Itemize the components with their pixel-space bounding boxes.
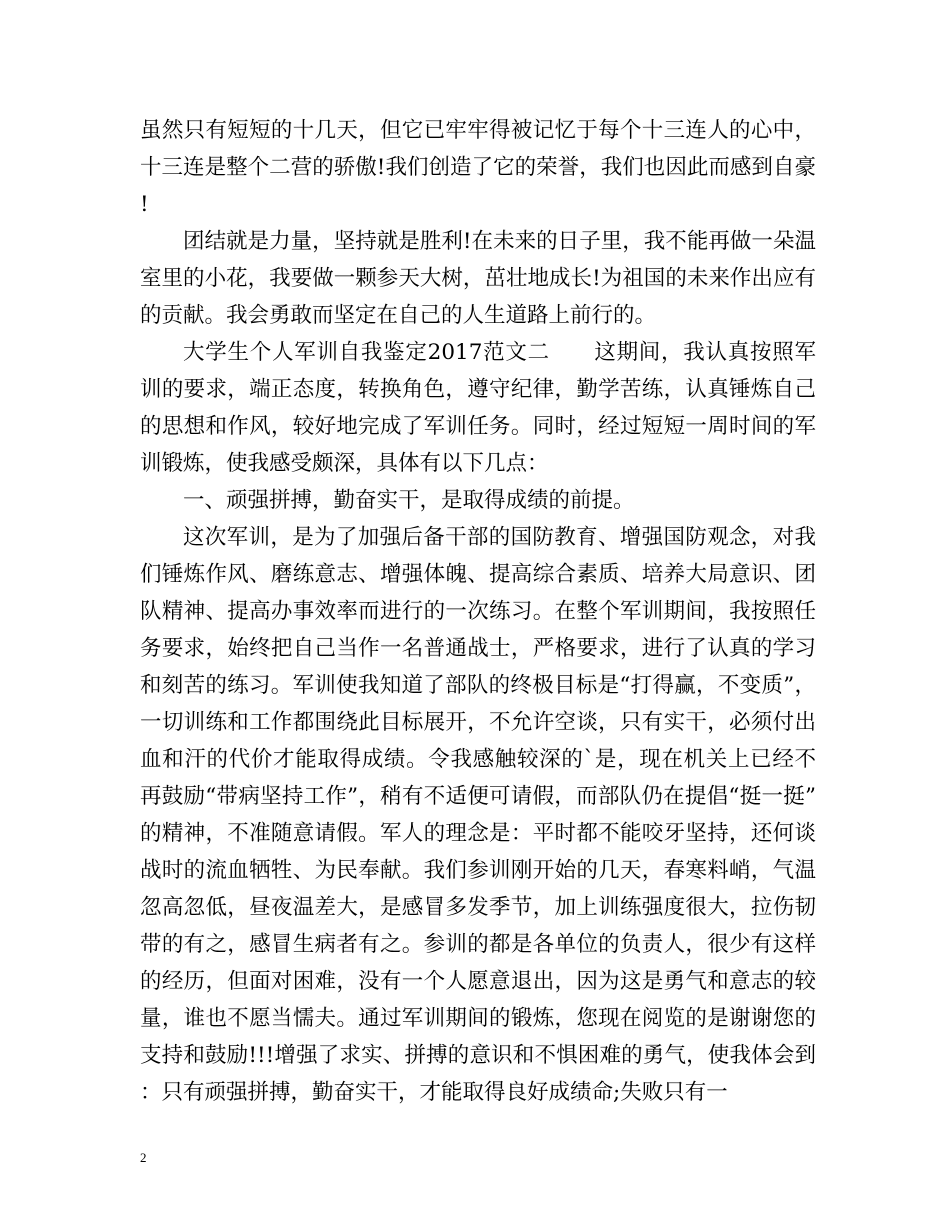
paragraph-1: 虽然只有短短的十几天，但它已牢牢得被记忆于每个十三连人的心中，十三连是整个二营的骄傲!我们创造了它的荣誉，我们也因此而感到自豪! xyxy=(140,118,816,217)
page-number: 2 xyxy=(140,1150,147,1165)
body-text xyxy=(140,112,816,1111)
paragraph-2: 团结就是力量，坚持就是胜利!在未来的日子里，我不能再做一朵温室里的小花，我要做一颗参天大树，茁壮地成长!为祖国的未来作出应有的贡献。我会勇敢而坚定在自己的人生道路上前行的。 xyxy=(140,229,816,328)
paragraph-5: 这次军训，是为了加强后备干部的国防教育、增强国防观念，对我们锤炼作风、磨练意志、增强体魄、提高综合素质、培养大局意识、团队精神、提高办事效率而进行的一次练习。在整个军训期间，我按照任务要求，始终把自己当作一名普通战士，严格要求，进行了认真的学习和刻苦的练习。军训使我知道了部队的终极目标是“打得赢，不变质”，一切训练和工作都围绕此目标展开，不允许空谈，只有实干，必须付出血和汗的代价才能取得成绩。令我感触较深的`是，现在机关上已经不再鼓励“带病坚持工作”，稍有不适便可请假，而部队仍在提倡“挺一挺”的精神，不准随意请假。军人的理念是：平时都不能咬牙坚持，还何谈战时的流血牺牲、为民奉献。我们参训刚开始的几天，春寒料峭，气温忽高忽低，昼夜温差大，是感冒多发季节，加上训练强度很大，拉伤韧带的有之，感冒生病者有之。参训的都是各单位的负责人，很少有这样的经历，但面对困难，没有一个人愿意退出，因为这是勇气和意志的较量，谁也不愿当懦夫。通过军训期间的锻炼，您现在阅览的是谢谢您的支持和鼓励!!!增强了求实、拼搏的意识和不惧困难的勇气，使我体会到：只有顽强拼搏，勤奋实干，才能取得良好成绩命;失败只有一 xyxy=(140,525,816,1105)
paragraph-3: 大学生个人军训自我鉴定2017范文二 这期间，我认真按照军训的要求，端正态度，转换角色，遵守纪律，勤学苦练，认真锤炼自己的思想和作风，较好地完成了军训任务。同时，经过短短一周时间的军训锻炼，使我感受颇深，具体有以下几点： xyxy=(140,340,816,476)
paragraph-4: 一、顽强拼搏，勤奋实干，是取得成绩的前提。 xyxy=(183,488,635,513)
